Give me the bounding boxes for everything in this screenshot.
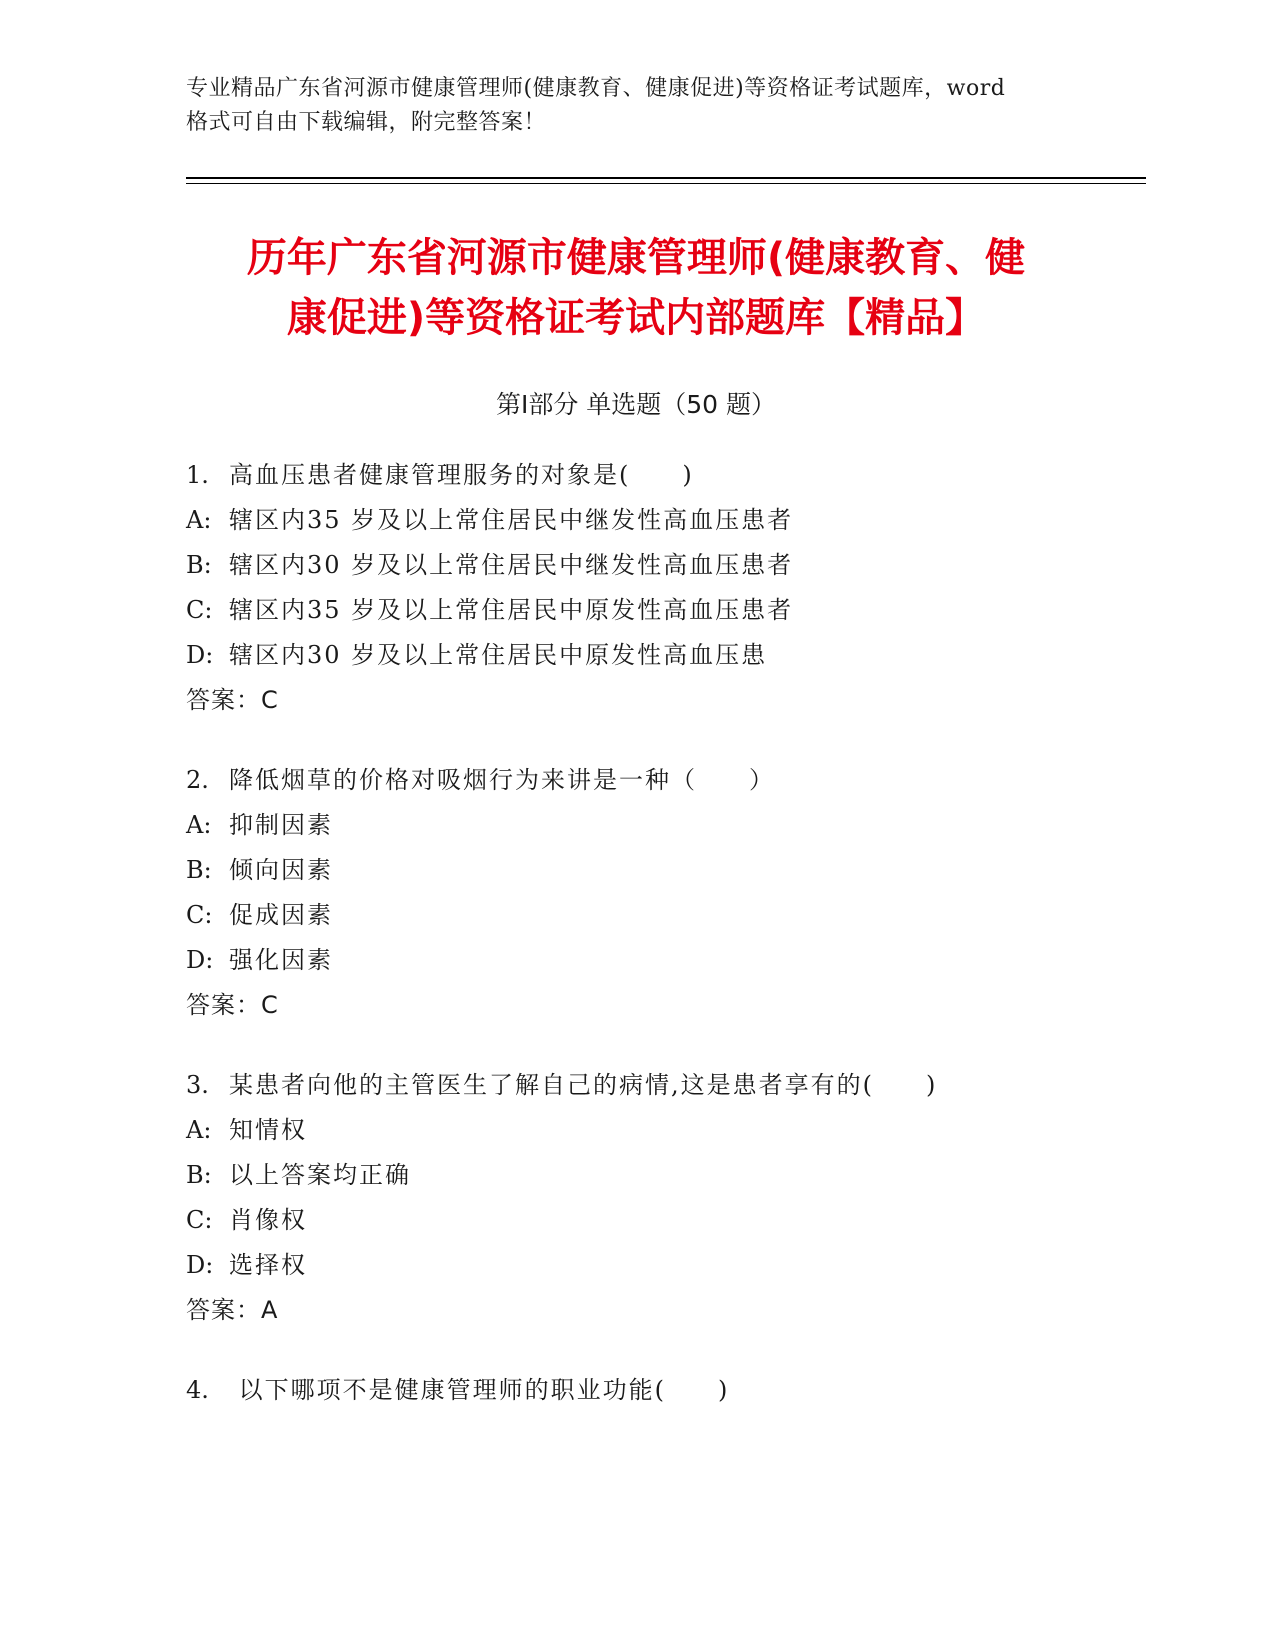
- question-text: 以下哪项不是健康管理师的职业功能( ): [229, 1376, 730, 1404]
- option-c: [186, 1198, 1086, 1243]
- option-key: D:: [186, 946, 214, 974]
- question-1: [186, 453, 1086, 723]
- question-number: 2.: [186, 766, 209, 794]
- option-b: [186, 543, 1086, 588]
- question-stem: [186, 453, 1086, 498]
- question-stem: [186, 758, 1086, 803]
- header-rule-thick: [186, 177, 1146, 179]
- answer: 答案：C: [186, 686, 279, 714]
- option-key: C:: [186, 1206, 213, 1234]
- option-text: 肖像权: [229, 1206, 307, 1234]
- question-number: 3.: [186, 1071, 209, 1099]
- option-key: B:: [186, 856, 212, 884]
- option-text: 辖区内30 岁及以上常住居民中原发性高血压患: [229, 641, 768, 669]
- option-key: C:: [186, 901, 213, 929]
- option-text: 以上答案均正确: [229, 1161, 411, 1189]
- option-text: 倾向因素: [229, 856, 333, 884]
- document-title: [186, 228, 1086, 348]
- question-text: 高血压患者健康管理服务的对象是( ): [229, 461, 694, 489]
- header-line-2: 格式可自由下载编辑，附完整答案！: [186, 110, 547, 135]
- title-line-2: 康促进)等资格证考试内部题库【精品】: [286, 295, 986, 341]
- option-text: 辖区内35 岁及以上常住居民中继发性高血压患者: [229, 506, 794, 534]
- header-line-1: 专业精品广东省河源市健康管理师(健康教育、健康促进)等资格证考试题库，word: [186, 76, 1006, 101]
- option-key: D:: [186, 1251, 214, 1279]
- option-key: D:: [186, 641, 214, 669]
- option-d: [186, 633, 1086, 678]
- option-key: B:: [186, 1161, 212, 1189]
- answer: 答案：C: [186, 991, 279, 1019]
- option-d: [186, 938, 1086, 983]
- title-line-1: 历年广东省河源市健康管理师(健康教育、健: [246, 235, 1026, 281]
- option-key: A:: [186, 1116, 212, 1144]
- option-a: [186, 498, 1086, 543]
- option-b: [186, 848, 1086, 893]
- option-key: C:: [186, 596, 213, 624]
- question-text: 某患者向他的主管医生了解自己的病情,这是患者享有的( ): [229, 1071, 938, 1099]
- option-text: 促成因素: [229, 901, 333, 929]
- option-d: [186, 1243, 1086, 1288]
- answer: 答案：A: [186, 1296, 279, 1324]
- option-text: 辖区内35 岁及以上常住居民中原发性高血压患者: [229, 596, 794, 624]
- option-text: 知情权: [229, 1116, 307, 1144]
- option-key: A:: [186, 811, 212, 839]
- option-c: [186, 588, 1086, 633]
- option-text: 选择权: [229, 1251, 307, 1279]
- option-a: [186, 803, 1086, 848]
- option-text: 强化因素: [229, 946, 333, 974]
- option-key: B:: [186, 551, 212, 579]
- option-key: A:: [186, 506, 212, 534]
- option-a: [186, 1108, 1086, 1153]
- question-stem: [186, 1063, 1086, 1108]
- question-stem: [186, 1368, 1086, 1413]
- option-c: [186, 893, 1086, 938]
- header-rule-thin: [186, 183, 1146, 184]
- option-text: 辖区内30 岁及以上常住居民中继发性高血压患者: [229, 551, 794, 579]
- option-text: 抑制因素: [229, 811, 333, 839]
- question-3: [186, 1063, 1086, 1333]
- question-text: 降低烟草的价格对吸烟行为来讲是一种（ ）: [229, 766, 775, 794]
- option-b: [186, 1153, 1086, 1198]
- question-2: [186, 758, 1086, 1028]
- question-4: [186, 1368, 1086, 1413]
- section-heading: 第Ⅰ部分 单选题（50 题）: [495, 390, 777, 419]
- question-number: 4.: [186, 1376, 209, 1404]
- document-header: [186, 72, 1086, 140]
- question-number: 1.: [186, 461, 209, 489]
